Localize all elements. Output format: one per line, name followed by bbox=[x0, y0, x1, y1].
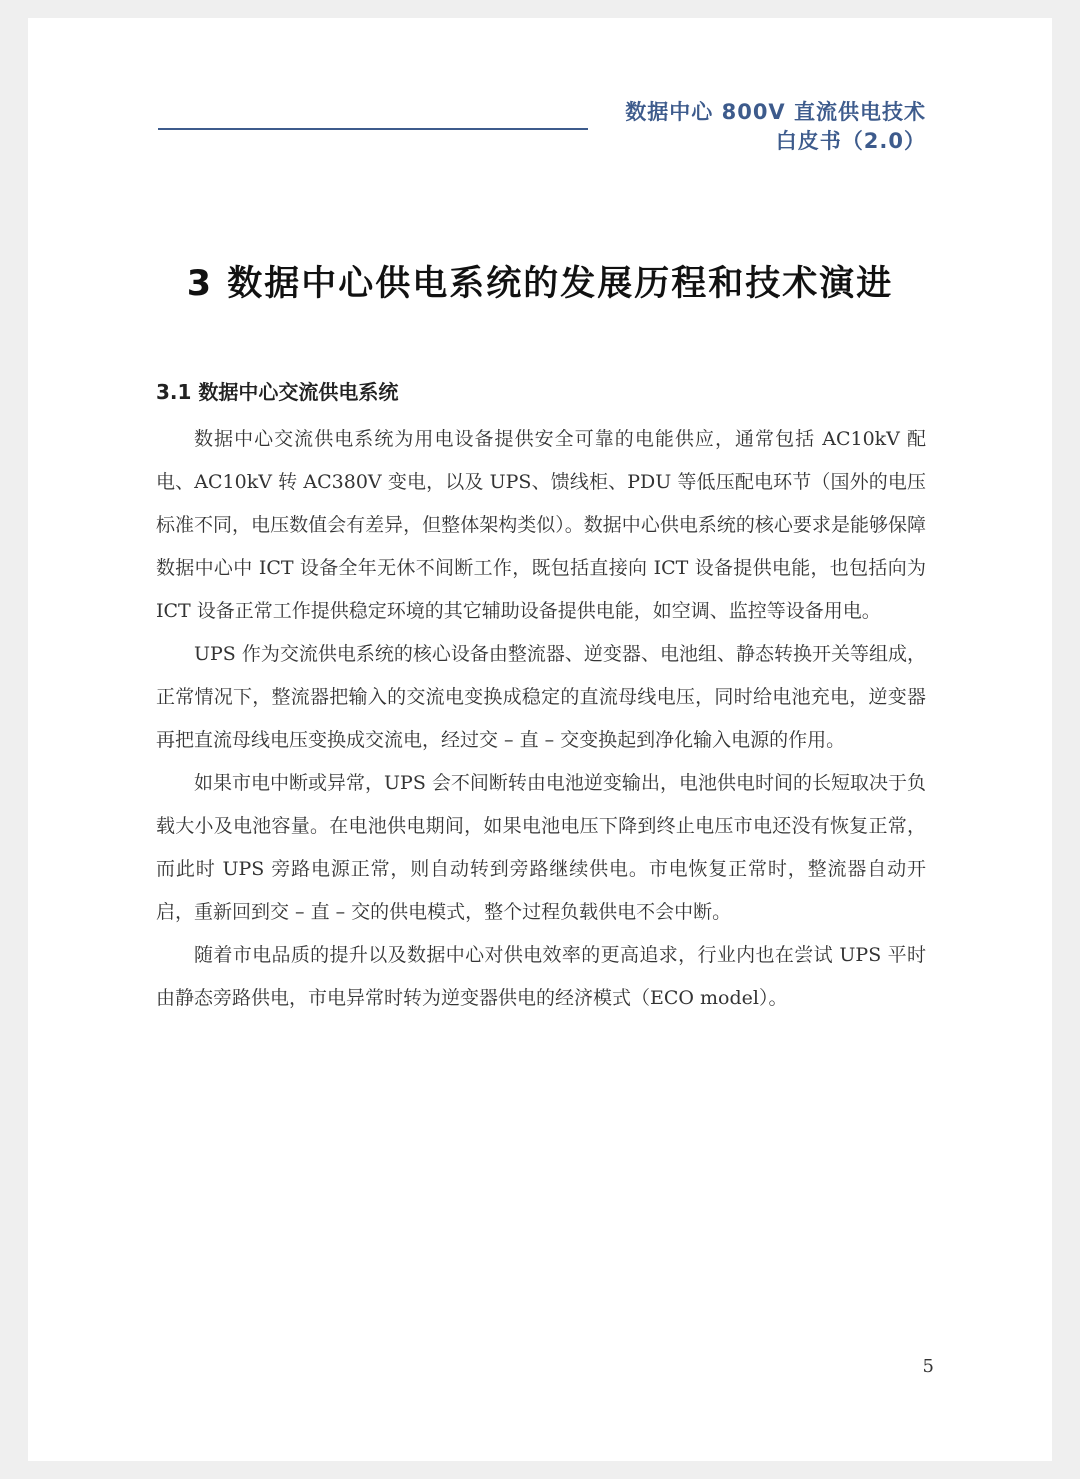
page-number: 5 bbox=[922, 1356, 934, 1377]
running-header bbox=[625, 98, 926, 156]
paragraph-1: 数据中心交流供电系统为用电设备提供安全可靠的电能供应，通常包括 AC10kV 配电、AC10kV 转 AC380V 变电，以及 UPS、馈线柜、PDU 等低压配电环节（国外的电压标准不同，电压数值会有差异，但整体架构类似）。数据中心供电系统的核心要求是能够保障数据中心中 ICT 设备全年无休不间断工作，既包括直接向 ICT 设备提供电能，也包括向为 ICT 设备正常工作提供稳定环境的其它辅助设备提供电能，如空调、监控等设备用电。 bbox=[156, 428, 926, 622]
header-title-line-2: 白皮书（2.0） bbox=[775, 129, 926, 153]
header-title-line-1: 数据中心 800V 直流供电技术 bbox=[625, 100, 926, 124]
header-rule bbox=[158, 128, 588, 130]
chapter-title: 3 数据中心供电系统的发展历程和技术演进 bbox=[186, 264, 894, 304]
body-text bbox=[156, 418, 926, 1020]
paragraph-3: 如果市电中断或异常，UPS 会不间断转由电池逆变输出，电池供电时间的长短取决于负载大小及电池容量。在电池供电期间，如果电池电压下降到终止电压市电还没有恢复正常，而此时 UPS 旁路电源正常，则自动转到旁路继续供电。市电恢复正常时，整流器自动开启，重新回到交 – 直 – 交的供电模式，整个过程负载供电不会中断。 bbox=[156, 772, 926, 923]
paragraph-2: UPS 作为交流供电系统的核心设备由整流器、逆变器、电池组、静态转换开关等组成，正常情况下，整流器把输入的交流电变换成稳定的直流母线电压，同时给电池充电，逆变器再把直流母线电压变换成交流电，经过交 – 直 – 交变换起到净化输入电源的作用。 bbox=[156, 643, 926, 751]
section-title: 3.1 数据中心交流供电系统 bbox=[156, 380, 399, 404]
document-page bbox=[28, 18, 1052, 1461]
paragraph-4: 随着市电品质的提升以及数据中心对供电效率的更高追求，行业内也在尝试 UPS 平时由静态旁路供电，市电异常时转为逆变器供电的经济模式（ECO model）。 bbox=[156, 944, 926, 1009]
